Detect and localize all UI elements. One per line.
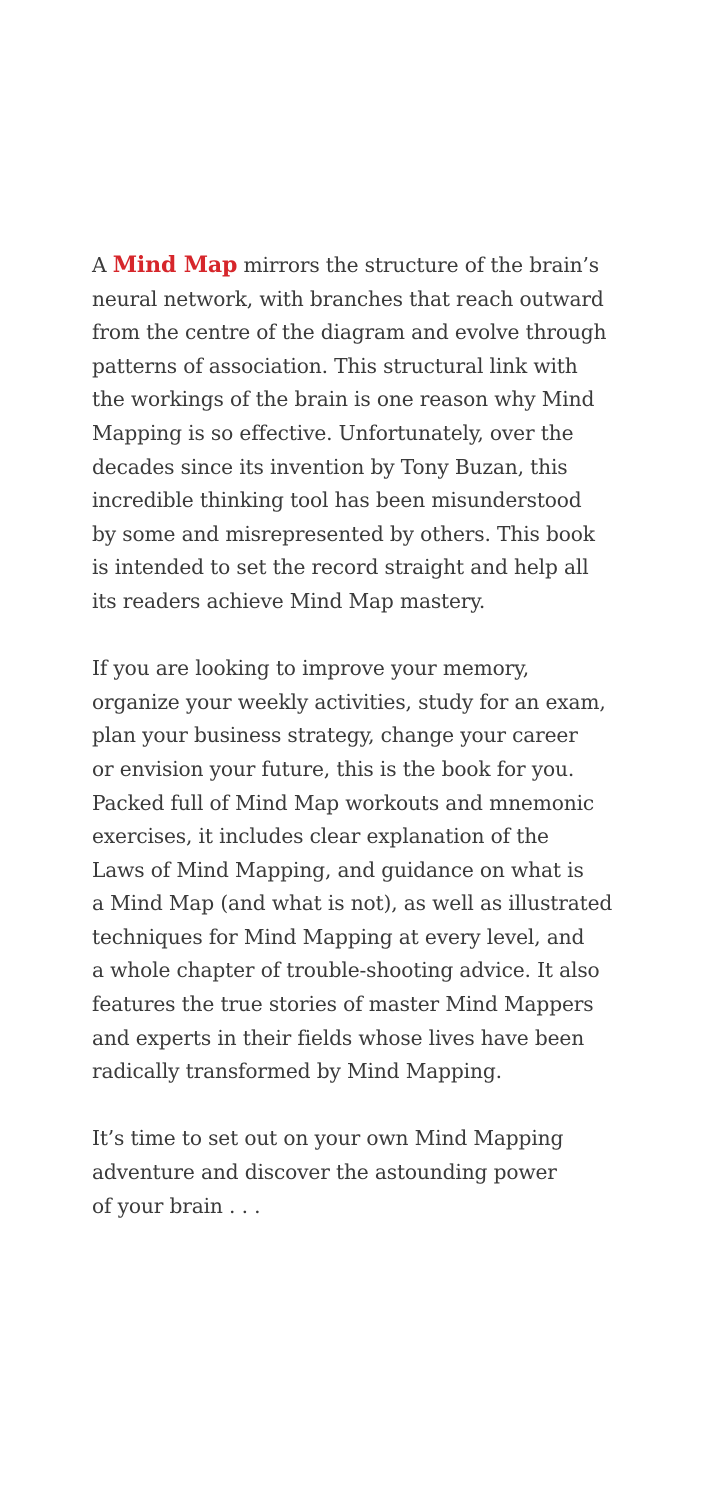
- text-line: is intended to set the record straight and help all: [92, 555, 589, 580]
- mind-map-highlight: Mind Map: [112, 252, 238, 278]
- paragraph-benefits: [92, 652, 612, 1089]
- text-line: It’s time to set out on your own Mind Mapping: [92, 1126, 564, 1151]
- text-line: or envision your future, this is the book for you.: [92, 756, 575, 781]
- text-line: Mapping is so effective. Unfortunately, over the: [92, 420, 574, 445]
- text-line: its readers achieve Mind Map mastery.: [92, 588, 486, 613]
- text-line: decades since its invention by Tony Buzan, this: [92, 454, 568, 479]
- text-line: by some and misrepresented by others. This book: [92, 521, 595, 546]
- text-line: a whole chapter of trouble-shooting advice. It also: [92, 958, 600, 983]
- text-line: If you are looking to improve your memory,: [92, 656, 529, 681]
- text-line: Laws of Mind Mapping, and guidance on what is: [92, 857, 584, 882]
- text-line: adventure and discover the astounding power: [92, 1160, 557, 1185]
- book-blurb: [92, 249, 612, 1223]
- text-line: [92, 249, 612, 283]
- text-line: a Mind Map (and what is not), as well as illustrated: [92, 891, 613, 916]
- text-line: from the centre of the diagram and evolve through: [92, 320, 607, 345]
- text-line: exercises, it includes clear explanation of the: [92, 824, 549, 849]
- text-line: Packed full of Mind Map workouts and mnemonic: [92, 790, 595, 815]
- text-line: plan your business strategy, change your career: [92, 723, 578, 748]
- paragraph-closing: [92, 1122, 612, 1223]
- paragraph-intro: [92, 249, 612, 619]
- text-line: techniques for Mind Mapping at every level, and: [92, 924, 585, 949]
- text-line: neural network, with branches that reach outward: [92, 286, 604, 311]
- lead-text: A: [92, 253, 113, 277]
- text-line: of your brain . . .: [92, 1193, 261, 1218]
- text-line: radically transformed by Mind Mapping.: [92, 1059, 502, 1084]
- text-line: organize your weekly activities, study for an exam,: [92, 689, 606, 714]
- text-line: and experts in their fields whose lives have been: [92, 1025, 585, 1050]
- text-line: the workings of the brain is one reason why Mind: [92, 387, 595, 412]
- text-line: patterns of association. This structural link with: [92, 353, 578, 378]
- text-line: features the true stories of master Mind Mappers: [92, 992, 594, 1017]
- text-line: incredible thinking tool has been misunderstood: [92, 488, 582, 513]
- line-text: mirrors the structure of the brain’s: [237, 253, 599, 277]
